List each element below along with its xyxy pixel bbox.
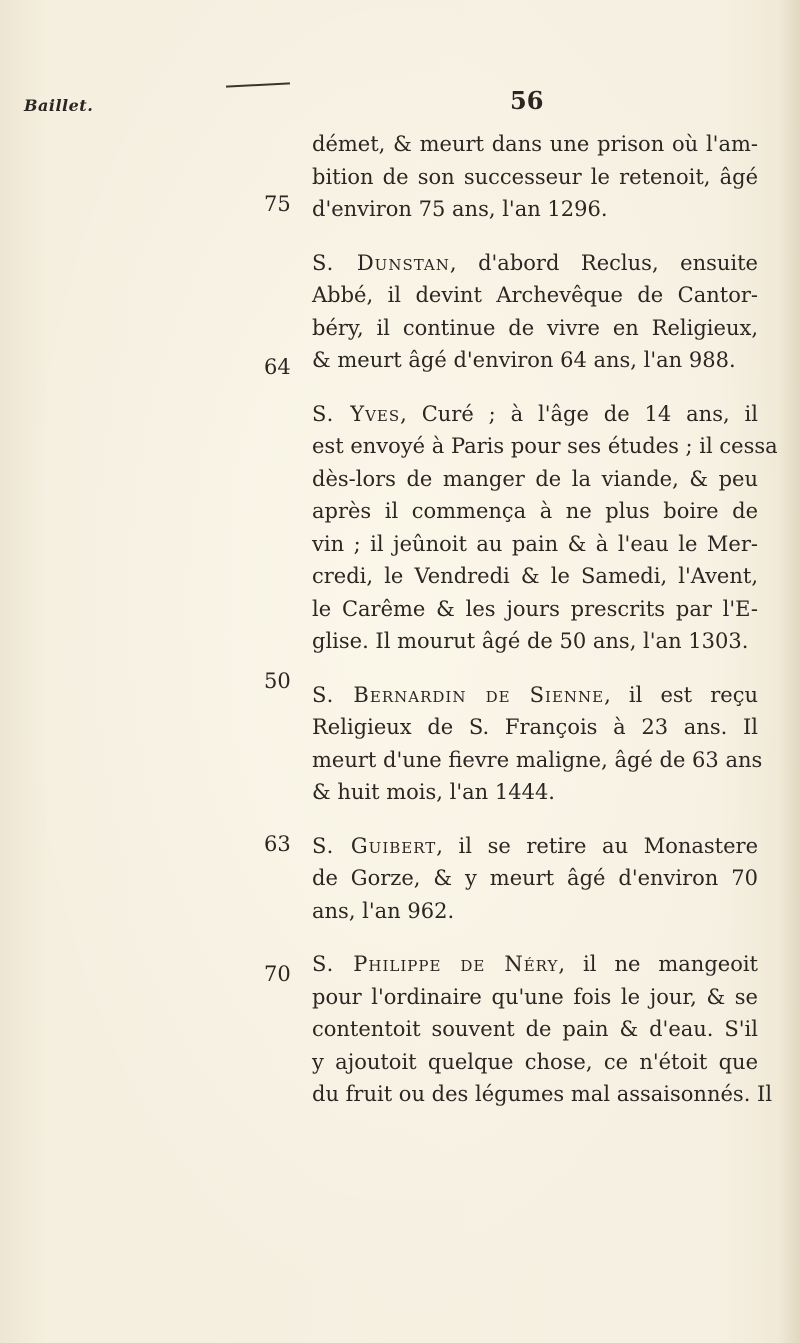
text-line: du fruit ou des légumes mal assaisonnés. Il <box>312 1082 773 1106</box>
text-line <box>312 830 758 863</box>
entry-philippe <box>312 948 773 1111</box>
margin-number: 75 <box>264 192 291 216</box>
saint-name: S. Dunstan <box>312 250 450 275</box>
text-line: meurt d'une fievre maligne, âgé de 63 ans <box>312 747 763 772</box>
text-line: pour l'ordinaire qu'une fois le jour, & se <box>312 984 758 1009</box>
entry-dunstan <box>312 247 758 377</box>
saint-name: S. Guibert <box>312 833 437 858</box>
text-line: & huit mois, l'an 1444. <box>312 780 555 804</box>
text-line: y ajoutoit quelque chose, ce n'étoit que <box>312 1049 758 1074</box>
entry-boniface <box>312 128 758 226</box>
body-text <box>312 128 778 1111</box>
text-fragment: , il se retire au Monastere <box>436 833 758 858</box>
text-line <box>312 679 758 712</box>
text-line: contentoit souvent de pain & d'eau. S'il <box>312 1017 758 1041</box>
text-fragment: , il ne mangeoit <box>558 952 758 976</box>
text-line: vin ; il jeûnoit au pain & à l'eau le Mer- <box>312 531 758 556</box>
page-edge-shadow <box>778 0 800 1343</box>
text-line: dès-lors de manger de la viande, & peu <box>312 466 758 491</box>
text-line: ans, l'an 962. <box>312 898 455 923</box>
header-rule <box>226 82 290 87</box>
text-line <box>312 398 758 431</box>
saint-name: S. Bernardin de Sienne <box>312 682 605 707</box>
margin-number: 50 <box>264 669 291 693</box>
text-fragment: , d'abord Reclus, ensuite <box>449 250 758 275</box>
page-number: 56 <box>510 86 544 115</box>
text-line: Religieux de S. François à 23 ans. Il <box>312 715 758 739</box>
saint-name: S. Philippe de Néry <box>312 952 559 976</box>
margin-number: 63 <box>264 832 291 856</box>
saint-name: S. Yves <box>312 401 401 426</box>
text-line: est envoyé à Paris pour ses études ; il cessa <box>312 434 778 458</box>
text-fragment: , Curé ; à l'âge de 14 ans, il <box>400 401 758 426</box>
text-line <box>312 948 758 981</box>
text-line: Abbé, il devint Archevêque de Cantor- <box>312 283 758 307</box>
text-line: & meurt âgé d'environ 64 ans, l'an 988. <box>312 348 736 372</box>
entry-yves <box>312 398 778 658</box>
text-line: le Carême & les jours prescrits par l'E- <box>312 596 758 621</box>
margin-number: 64 <box>264 355 291 379</box>
entry-guibert <box>312 830 758 928</box>
entry-bernardin <box>312 679 763 809</box>
text-line: d'environ 75 ans, l'an 1296. <box>312 197 608 221</box>
text-line <box>312 247 758 280</box>
text-line: credi, le Vendredi & le Samedi, l'Avent, <box>312 564 758 588</box>
text-line: de Gorze, & y meurt âgé d'environ 70 <box>312 866 758 890</box>
text-line: bition de son successeur le retenoit, âgé <box>312 164 758 189</box>
text-line: glise. Il mourut âgé de 50 ans, l'an 1303. <box>312 629 749 653</box>
text-line: démet, & meurt dans une prison où l'am- <box>312 132 758 156</box>
text-fragment: , il est reçu <box>604 682 758 707</box>
margin-number: 70 <box>264 962 291 986</box>
text-line: béry, il continue de vivre en Religieux, <box>312 315 758 340</box>
running-head: Baillet. <box>24 96 94 115</box>
text-line: après il commença à ne plus boire de <box>312 499 758 523</box>
